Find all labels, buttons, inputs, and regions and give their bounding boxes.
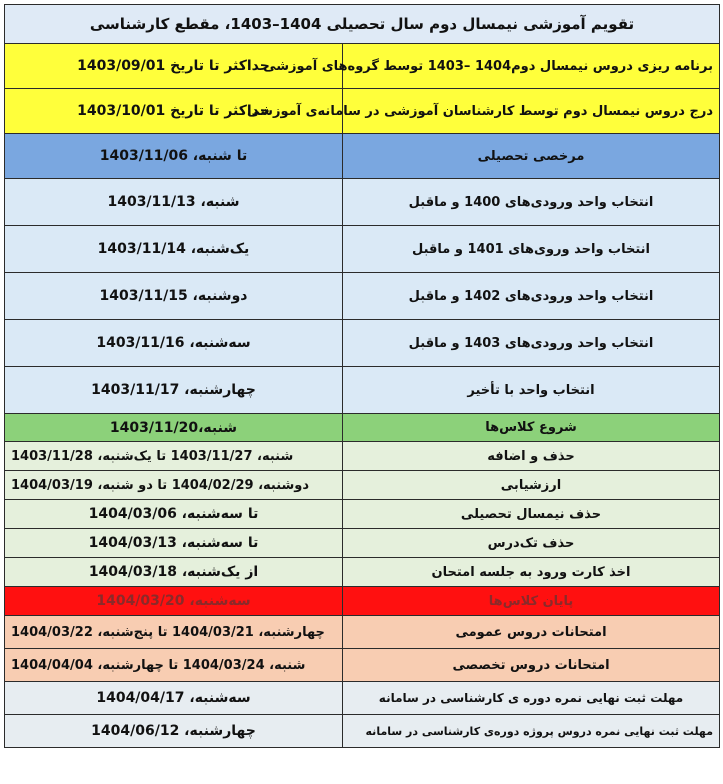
calendar-title: تقویم آموزشی نیمسال دوم سال تحصیلی 1404–1403، مقطع کارشناسی [5, 5, 720, 44]
planning-row [5, 44, 720, 89]
schedule-date: تا سه‌شنبه، 1404/03/13 [5, 529, 343, 558]
schedule-date: شنبه، 1403/11/27 تا یک‌شنبه، 1403/11/28 [5, 442, 343, 471]
schedule-row [5, 649, 720, 682]
schedule-date: سه‌شنبه، 1404/04/17 [5, 682, 343, 715]
schedule-date: چهارشنبه، 1404/06/12 [5, 715, 343, 748]
schedule-label: ارزشیابی [343, 471, 720, 500]
planning-row [5, 89, 720, 134]
schedule-date: یک‌شنبه، 1403/11/14 [5, 226, 343, 273]
schedule-row [5, 616, 720, 649]
schedule-date: از یک‌شنبه، 1404/03/18 [5, 558, 343, 587]
schedule-date: تا شنبه، 1403/11/06 [5, 134, 343, 179]
schedule-date: چهارشنبه، 1403/11/17 [5, 367, 343, 414]
schedule-row [5, 273, 720, 320]
schedule-label: مهلت ثبت نهایی نمره دروس پروژه دوره‌ی کارشناسی در سامانه [343, 715, 720, 748]
schedule-label: امتحانات دروس عمومی [343, 616, 720, 649]
schedule-date: شنبه، 1404/03/24 تا چهارشنبه، 1404/04/04 [5, 649, 343, 682]
schedule-date: دوشنبه، 1404/02/29 تا دو شنبه، 1404/03/19 [5, 471, 343, 500]
title-row [5, 5, 720, 44]
schedule-date: شنبه،1403/11/20 [5, 414, 343, 442]
schedule-label: انتخاب واحد ورودی‌های 1403 و ماقبل [343, 320, 720, 367]
planning-label: برنامه ریزی دروس نیمسال دوم1404 –1403 توسط گروه‌های آموزشی [343, 44, 720, 89]
schedule-label: پایان کلاس‌ها [343, 587, 720, 616]
schedule-date: دوشنبه، 1403/11/15 [5, 273, 343, 320]
schedule-row [5, 471, 720, 500]
schedule-date: چهارشنبه، 1404/03/21 تا پنج‌شنبه، 1404/03/22 [5, 616, 343, 649]
schedule-row [5, 682, 720, 715]
schedule-label: حذف نیمسال تحصیلی [343, 500, 720, 529]
calendar-sheet [4, 4, 719, 748]
schedule-label: مرخصی تحصیلی [343, 134, 720, 179]
schedule-label: شروع کلاس‌ها [343, 414, 720, 442]
schedule-label: اخذ کارت ورود به جلسه امتحان [343, 558, 720, 587]
schedule-row [5, 500, 720, 529]
schedule-date: تا سه‌شنبه، 1404/03/06 [5, 500, 343, 529]
schedule-row [5, 715, 720, 748]
schedule-label: انتخاب واحد با تأخیر [343, 367, 720, 414]
schedule-row [5, 558, 720, 587]
schedule-row [5, 179, 720, 226]
schedule-row [5, 134, 720, 179]
schedule-label: مهلت ثبت نهایی نمره دوره ی کارشناسی در سامانه [343, 682, 720, 715]
schedule-label: امتحانات دروس تخصصی [343, 649, 720, 682]
planning-date: حداکثر تا تاریخ 1403/09/01 [5, 44, 343, 89]
planning-date: حداکثر تا تاریخ 1403/10/01 [5, 89, 343, 134]
schedule-label: حذف و اضافه [343, 442, 720, 471]
academic-calendar-table [4, 4, 720, 748]
schedule-date: شنبه، 1403/11/13 [5, 179, 343, 226]
schedule-date: سه‌شنبه، 1404/03/20 [5, 587, 343, 616]
schedule-row [5, 529, 720, 558]
planning-label: درج دروس نیمسال دوم توسط کارشناسان آموزشی در سامانه‌ی آموزشی [343, 89, 720, 134]
schedule-label: انتخاب واحد ورودی‌های 1402 و ماقبل [343, 273, 720, 320]
schedule-row [5, 320, 720, 367]
schedule-row [5, 587, 720, 616]
schedule-label: انتخاب واحد ورودی‌های 1400 و ماقبل [343, 179, 720, 226]
schedule-label: انتخاب واحد وروی‌های 1401 و ماقبل [343, 226, 720, 273]
schedule-row [5, 442, 720, 471]
schedule-row [5, 414, 720, 442]
schedule-row [5, 226, 720, 273]
schedule-row [5, 367, 720, 414]
schedule-date: سه‌شنبه، 1403/11/16 [5, 320, 343, 367]
schedule-label: حذف تک‌درس [343, 529, 720, 558]
